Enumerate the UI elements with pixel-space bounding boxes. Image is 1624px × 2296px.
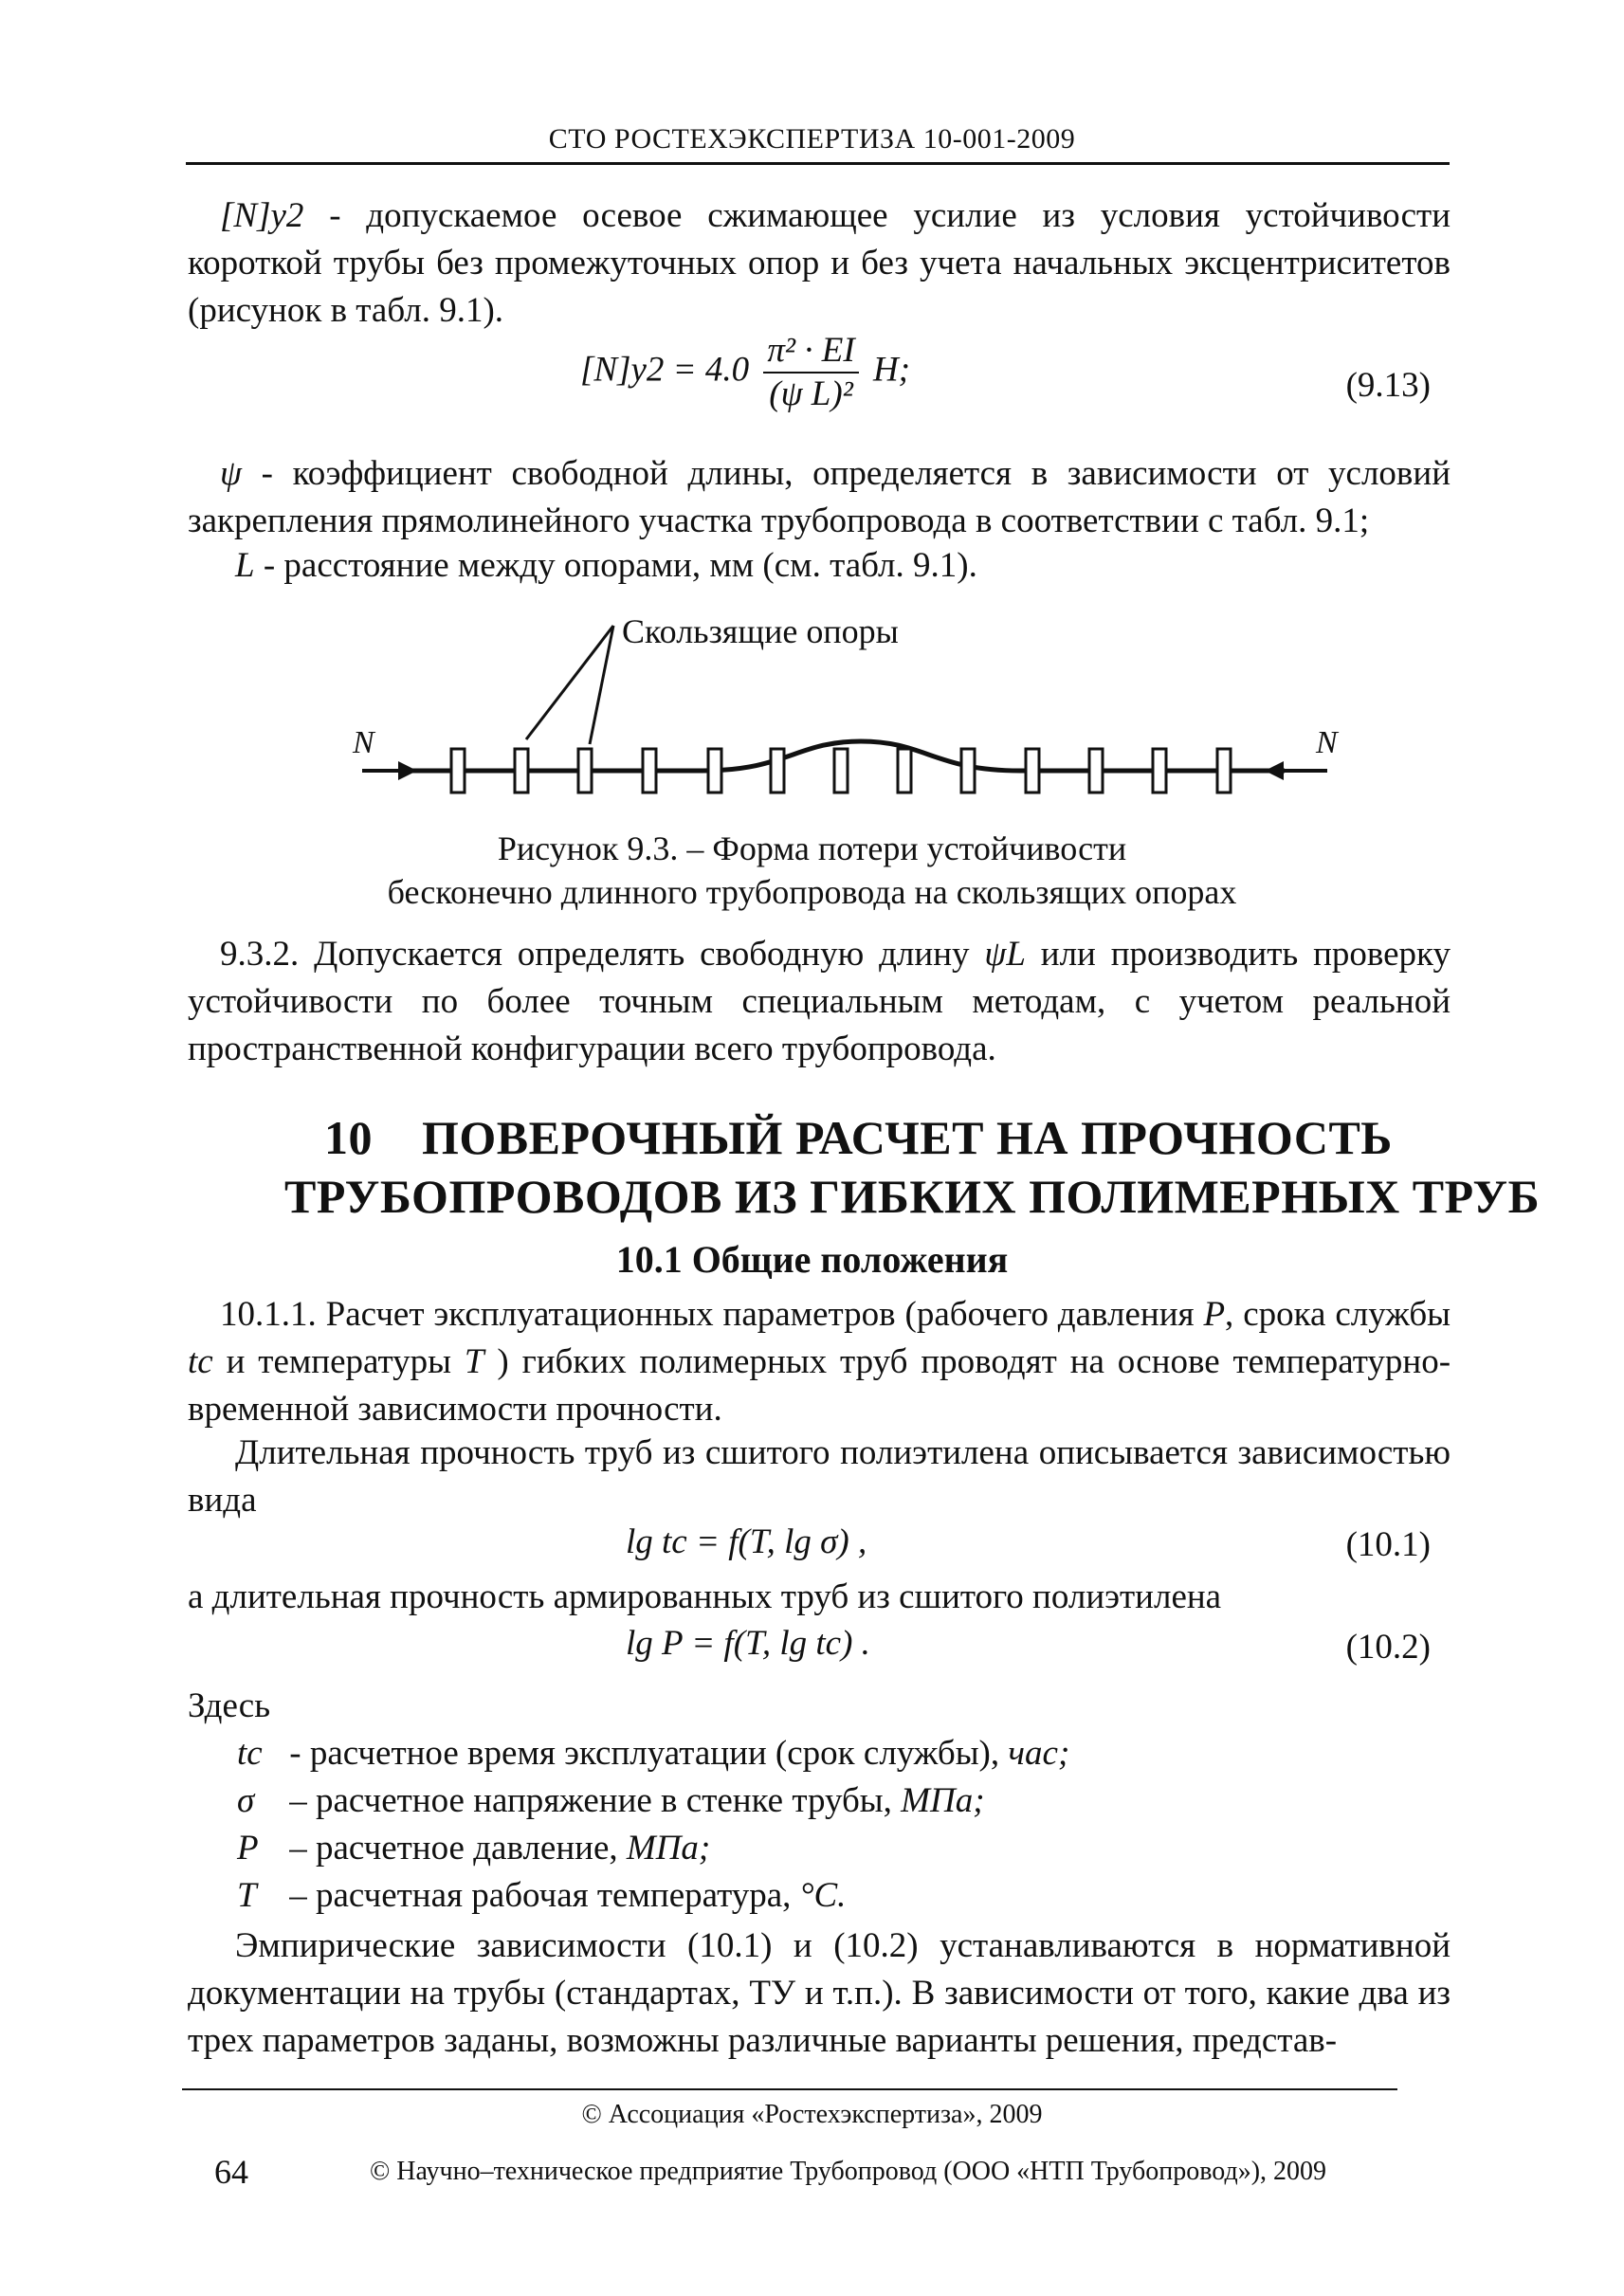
p1011-t3: и температуры [226, 1342, 452, 1381]
definition-psi [188, 450, 1451, 545]
variable-sigma [237, 1777, 1069, 1825]
buckling-diagram [341, 607, 1337, 825]
definition-l [188, 542, 1451, 590]
var-unit: °C. [799, 1876, 847, 1915]
paragraph-reinforced: а длительная прочность армированных труб из сшитого полиэтилена [188, 1577, 1222, 1616]
equation-9-13 [580, 330, 910, 415]
variable-p [237, 1825, 1069, 1872]
var-symbol: σ [237, 1781, 255, 1820]
var-text: - расчетное время эксплуатации (срок службы), [289, 1734, 1000, 1773]
paragraph-10-1-1 [188, 1291, 1451, 1433]
eq913-denominator: (ψ L)² [769, 374, 853, 413]
psi-symbol: ψ [220, 454, 242, 493]
paragraph-empirical: Эмпирические зависимости (10.1) и (10.2) устанавливаются в нормативной документации на трубы (стандартах, ТУ и т.п.). В зависимости от того, какие два из трех параметров заданы, возможны различные варианты решения, представ- [188, 1926, 1451, 2060]
var-symbol: tc [237, 1734, 263, 1773]
here-label: Здесь [188, 1686, 271, 1725]
subsection-title: 10.1 Общие положения [615, 1238, 1009, 1281]
paragraph-9-3-2 [188, 931, 1451, 1073]
eq913-numerator: π² · EI [763, 330, 858, 374]
variable-t [237, 1872, 1069, 1920]
var-symbol: P [237, 1829, 259, 1868]
n-y2-text: - допускаемое осевое сжимающее усилие из условия устойчивости короткой трубы без промежуточных опор и без учета начальных эксцентриситетов (рисунок в табл. 9.1). [188, 196, 1451, 330]
eq101-number: (10.1) [1345, 1525, 1431, 1564]
figure-caption-line2: бесконечно длинного трубопровода на скользящих опорах [387, 873, 1237, 911]
l-symbol: L [235, 546, 255, 585]
eq913-lhs: [N]y2 = 4.0 [580, 350, 750, 390]
equation-10-2: lg P = f(T, lg tc) . [626, 1624, 870, 1663]
var-unit: МПа; [626, 1829, 711, 1868]
leader-lines [526, 626, 613, 744]
psi-l-symbol: ψL [984, 935, 1026, 974]
var-symbol: T [237, 1876, 257, 1915]
section-title-line2: ТРУБОПРОВОДОВ ИЗ ГИБКИХ ПОЛИМЕРНЫХ ТРУБ [284, 1170, 1541, 1223]
eq913-rhs: H; [872, 350, 910, 390]
var-unit: час; [1008, 1734, 1070, 1773]
variable-tc [237, 1730, 1069, 1777]
p1011-symbol-p: P [1203, 1295, 1226, 1334]
para932-text-a: 9.3.2. Допускается определять свободную длину [220, 935, 970, 974]
section-title-line1: ПОВЕРОЧНЫЙ РАСЧЕТ НА ПРОЧНОСТЬ [422, 1111, 1393, 1164]
eq102-number: (10.2) [1345, 1628, 1431, 1667]
definition-n-y2 [188, 192, 1451, 335]
p1011-t1: 10.1.1. Расчет эксплуатационных параметров (рабочего давления [220, 1295, 1195, 1334]
force-left-label: N [353, 725, 374, 760]
variable-list [237, 1730, 1069, 1920]
footer-rule [182, 2088, 1397, 2090]
paragraph-long-strength: Длительная прочность труб из сшитого полиэтилена описывается зависимостью вида [188, 1433, 1451, 1520]
l-text: - расстояние между опорами, мм (см. табл. 9.1). [263, 546, 977, 585]
p1011-t4: ) гибких полимерных труб проводят на основе температурно-временной зависимости прочности. [188, 1342, 1451, 1429]
footer-copyright-2: © Научно–техническое предприятие Трубопровод (ООО «НТП Трубопровод»), 2009 [370, 2157, 1327, 2186]
para932-text-b: или производить проверку устойчивости по более точным специальным методам, с учетом реальной пространственной конфигурации всего трубопровода. [188, 935, 1451, 1068]
n-y2-symbol: [N]y2 [220, 196, 304, 235]
eq913-number: (9.13) [1345, 366, 1431, 405]
equation-10-1: lg tc = f(T, lg σ) , [626, 1522, 867, 1561]
header-rule [186, 162, 1450, 165]
section-number: 10 [324, 1111, 373, 1164]
support-label: Скользящие опоры [622, 612, 899, 650]
eq913-fraction [763, 330, 858, 415]
force-right-label: N [1316, 725, 1338, 760]
p1011-symbol-t: T [464, 1342, 484, 1381]
var-text: – расчетное давление, [289, 1829, 618, 1868]
var-text: – расчетная рабочая температура, [289, 1876, 792, 1915]
psi-text: - коэффициент свободной длины, определяется в зависимости от условий закрепления прямолинейного участка трубопровода в соответствии с табл. 9.1; [188, 454, 1451, 540]
var-unit: МПа; [901, 1781, 985, 1820]
footer-copyright-1: © Ассоциация «Ростехэкспертиза», 2009 [581, 2100, 1043, 2129]
var-text: – расчетное напряжение в стенке трубы, [289, 1781, 892, 1820]
running-header: СТО РОСТЕХЭКСПЕРТИЗА 10-001-2009 [548, 123, 1076, 155]
p1011-symbol-tc: tc [188, 1342, 213, 1381]
p1011-t2: , срока службы [1225, 1295, 1451, 1334]
figure-caption-line1: Рисунок 9.3. – Форма потери устойчивости [497, 829, 1127, 867]
page-number: 64 [214, 2153, 248, 2191]
right-force-arrow [1265, 761, 1327, 780]
left-force-arrow [362, 761, 417, 780]
